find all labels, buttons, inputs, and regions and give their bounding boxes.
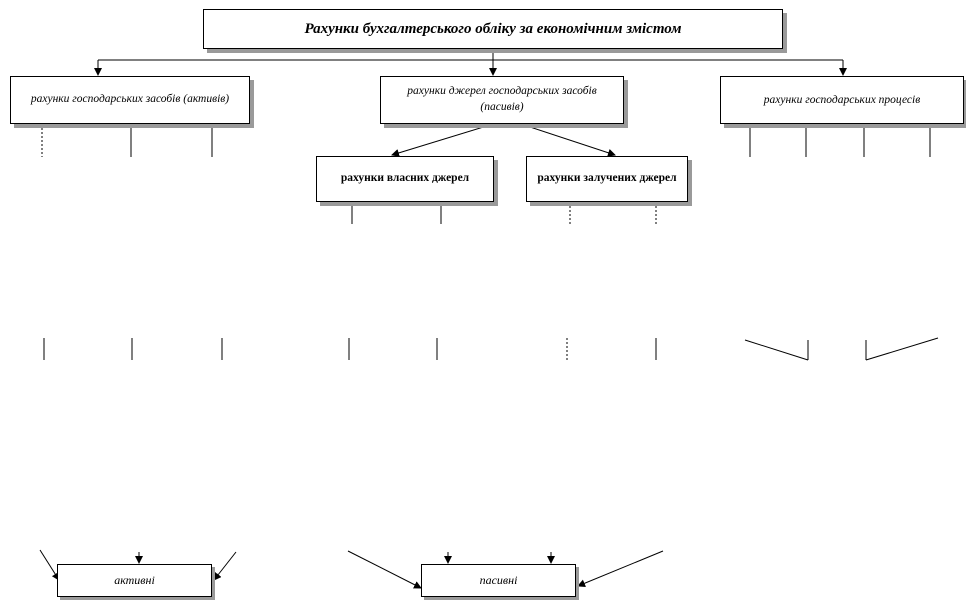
active-accounts-box bbox=[57, 564, 212, 597]
own-sources-label: рахунки власних джерел bbox=[340, 172, 470, 185]
passive-accounts-box bbox=[421, 564, 576, 597]
active-accounts-label: активні bbox=[114, 573, 155, 587]
borrowed-sources-label: рахунки залучених джерел bbox=[537, 172, 677, 185]
borrowed-sources-box bbox=[526, 156, 688, 202]
root-title-box bbox=[203, 9, 783, 49]
processes-accounts-label: рахунки господарських процесів bbox=[763, 94, 921, 106]
own-sources-box bbox=[316, 156, 494, 202]
passive-accounts-label: пасивні bbox=[479, 573, 518, 587]
assets-accounts-box bbox=[10, 76, 250, 124]
sources-accounts-label: рахунки джерел господарських засобів (пасивів) bbox=[407, 85, 597, 113]
root-title: Рахунки бухгалтерського обліку за економічним змістом bbox=[304, 20, 682, 37]
assets-accounts-label: рахунки господарських засобів (активів) bbox=[30, 93, 230, 106]
processes-accounts-box bbox=[720, 76, 964, 124]
sources-accounts-box bbox=[380, 76, 624, 124]
